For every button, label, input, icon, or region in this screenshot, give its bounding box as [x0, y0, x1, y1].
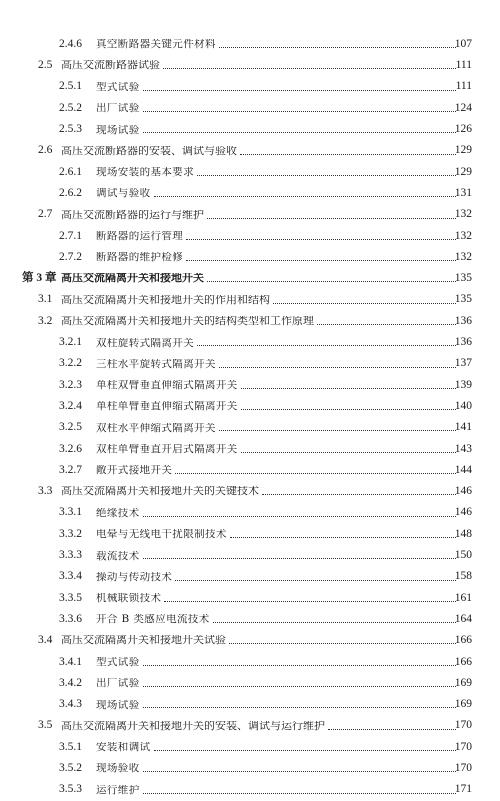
toc-entry-title: 单柱单臂垂直伸缩式隔离开关: [96, 401, 238, 412]
toc-entry-number: 2.6.2: [59, 186, 82, 199]
toc-leader-dots: [241, 452, 456, 453]
toc-entry[interactable]: [0, 119, 500, 140]
toc-leader-dots: [241, 388, 456, 389]
toc-entry-number: 第 3 章: [22, 272, 57, 285]
toc-entry-page: 141: [454, 421, 472, 434]
toc-entry-number: 3.4.1: [59, 655, 82, 668]
toc-entry[interactable]: [0, 588, 500, 609]
toc-entry-title: 高压交流隔离开关和接地开关的安装、调试与运行维护: [61, 720, 325, 732]
toc-entry[interactable]: [0, 311, 500, 332]
toc-entry-title: 机械联锁技术: [96, 593, 162, 604]
toc-entry[interactable]: [0, 162, 500, 183]
toc-entry-title-wrap: [96, 401, 458, 412]
toc-entry-page: 139: [454, 378, 472, 391]
toc-entry[interactable]: [0, 630, 500, 651]
toc-entry-title: 双柱旋转式隔离开关: [96, 337, 195, 349]
toc-entry-page: 146: [454, 506, 472, 519]
toc-entry-title-wrap: [96, 252, 458, 263]
toc-entry-title-wrap: [96, 529, 458, 540]
toc-entry-title-wrap: [96, 763, 458, 774]
toc-entry-number: 3.2.3: [59, 378, 82, 391]
toc-entry-number: 2.7: [38, 208, 53, 221]
toc-leader-dots: [163, 68, 456, 69]
toc-entry-title-wrap: [96, 359, 458, 370]
toc-entry-title-wrap: [61, 210, 458, 221]
toc-entry-page: 111: [455, 59, 472, 72]
toc-leader-dots: [175, 580, 456, 581]
toc-entry-page: 148: [454, 527, 472, 540]
toc-entry-title-wrap: [61, 295, 458, 306]
toc-entry-title: 高压交流隔离开关和接地开关的结构类型和工作原理: [61, 316, 314, 327]
toc-entry-title-wrap: [96, 700, 458, 711]
toc-entry-page: 107: [454, 37, 472, 50]
toc-entry-page: 132: [454, 229, 472, 242]
toc-entry-title: 现场试验: [96, 699, 140, 711]
toc-entry-title-wrap: [61, 146, 458, 157]
toc-leader-dots: [154, 750, 457, 751]
toc-entry-title: 高压交流断路器的安装、调试与验收: [61, 145, 237, 157]
toc-leader-dots: [143, 665, 456, 666]
toc-leader-dots: [186, 239, 456, 240]
toc-entry[interactable]: [0, 226, 500, 247]
toc-entry-page: 132: [454, 208, 472, 221]
toc-entry[interactable]: [0, 758, 500, 779]
toc-entry[interactable]: [0, 779, 500, 800]
toc-entry-page: 126: [454, 123, 472, 136]
toc-entry-number: 3.5.1: [59, 740, 82, 753]
toc-entry-number: 3.3.4: [59, 570, 82, 583]
toc-entry[interactable]: [0, 545, 500, 566]
toc-entry-page: 169: [454, 676, 472, 689]
toc-entry[interactable]: [0, 439, 500, 460]
toc-leader-dots: [164, 601, 456, 602]
toc-leader-dots: [241, 409, 456, 410]
toc-entry-title-wrap: [96, 188, 458, 199]
toc-entry[interactable]: [0, 652, 500, 673]
toc-entry-title-wrap: [96, 742, 458, 753]
toc-entry[interactable]: [0, 524, 500, 545]
toc-entry-number: 3.1: [38, 293, 53, 306]
toc-leader-dots: [317, 324, 456, 325]
toc-leader-dots: [143, 771, 456, 772]
toc-entry-number: 2.7.1: [59, 229, 82, 242]
toc-leader-dots: [273, 303, 456, 304]
toc-entry-title: 开合 B 类感应电流技术: [96, 614, 210, 625]
toc-entry-title-wrap: [61, 635, 458, 646]
toc-entry-page: 166: [454, 655, 472, 668]
toc-leader-dots: [197, 175, 456, 176]
toc-entry[interactable]: [0, 566, 500, 587]
toc-entry-page: 150: [454, 549, 472, 562]
toc-entry-title: 单柱双臂垂直伸缩式隔离开关: [96, 380, 238, 391]
toc-entry-title-wrap: [96, 444, 458, 455]
toc-entry-title: 高压交流隔离开关和接地开关: [61, 273, 204, 285]
toc-entry-title-wrap: [96, 785, 458, 796]
toc-leader-dots: [197, 345, 456, 346]
toc-entry-number: 3.3.5: [59, 591, 82, 604]
toc-entry-number: 3.3.6: [59, 612, 82, 625]
toc-entry-title: 安装和调试: [96, 742, 151, 753]
toc-entry-page: 137: [454, 357, 472, 370]
toc-entry-number: 3.5.3: [59, 783, 82, 796]
toc-leader-dots: [207, 218, 456, 219]
toc-entry-title: 现场验收: [96, 763, 140, 774]
toc-entry-page: 135: [454, 293, 472, 306]
toc-entry-number: 3.2.5: [59, 421, 82, 434]
toc-entry-page: 158: [454, 570, 472, 583]
toc-entry[interactable]: [0, 609, 500, 630]
toc-entry-number: 2.4.6: [59, 37, 82, 50]
toc-entry[interactable]: [0, 140, 500, 161]
toc-entry-page: 171: [454, 783, 472, 796]
toc-entry-title-wrap: [96, 551, 458, 562]
toc-entry[interactable]: [0, 247, 500, 268]
toc-entry-title-wrap: [96, 572, 458, 583]
toc-leader-dots: [207, 281, 456, 282]
toc-entry-title: 断路器的维护检修: [96, 252, 184, 263]
toc-entry-number: 3.3.2: [59, 527, 82, 540]
toc-entry-number: 3.5: [38, 719, 53, 732]
toc-entry-title: 现场安装的基本要求: [96, 167, 195, 178]
toc-entry-page: 129: [454, 144, 472, 157]
toc-entry-title-wrap: [96, 657, 458, 668]
toc-leader-dots: [143, 111, 456, 112]
toc-entry-page: 143: [454, 442, 472, 455]
toc-entry[interactable]: [0, 396, 500, 417]
toc-entry[interactable]: [0, 481, 500, 502]
toc-entry-title: 高压交流断路器的运行与维护: [61, 209, 204, 221]
toc-entry-number: 3.4.3: [59, 698, 82, 711]
toc-entry-number: 3.2.4: [59, 399, 82, 412]
toc-entry[interactable]: [0, 55, 500, 76]
toc-entry-title-wrap: [96, 39, 458, 50]
toc-leader-dots: [328, 729, 456, 730]
toc-entry-page: 170: [454, 740, 472, 753]
toc-entry-page: 164: [454, 612, 472, 625]
toc-entry-title: 电晕与无线电干扰限制技术: [96, 529, 227, 540]
toc-entry[interactable]: [0, 290, 500, 311]
toc-entry-page: 111: [455, 80, 472, 93]
toc-entry-page: 132: [454, 250, 472, 263]
toc-entry-page: 169: [454, 698, 472, 711]
toc-entry[interactable]: [0, 375, 500, 396]
toc-entry-title-wrap: [61, 486, 458, 497]
toc-entry-title: 双柱单臂垂直开启式隔离开关: [96, 444, 238, 455]
toc-entry-title-wrap: [96, 167, 458, 178]
toc-entry-title: 运行维护: [96, 784, 140, 796]
toc-entry-title-wrap: [96, 380, 458, 391]
toc-entry-page: 136: [454, 314, 472, 327]
toc-entry-title: 双柱水平伸缩式隔离开关: [96, 422, 216, 434]
toc-entry-title: 真空断路器关键元件材料: [96, 39, 216, 50]
toc-entry-number: 2.6: [38, 144, 53, 157]
table-of-contents: [0, 34, 500, 801]
toc-leader-dots: [143, 793, 456, 794]
toc-leader-dots: [186, 260, 456, 261]
toc-entry-number: 2.5: [38, 59, 53, 72]
toc-entry-page: 170: [454, 719, 472, 732]
toc-entry-title: 型式试验: [96, 657, 140, 668]
toc-leader-dots: [213, 622, 456, 623]
toc-entry-title-wrap: [96, 593, 458, 604]
toc-entry-title-wrap: [96, 103, 458, 114]
toc-entry[interactable]: [0, 716, 500, 737]
toc-entry-title: 出厂试验: [96, 103, 140, 114]
toc-leader-dots: [143, 132, 456, 133]
toc-entry[interactable]: [0, 268, 500, 289]
toc-entry[interactable]: [0, 460, 500, 481]
toc-entry-page: 140: [454, 399, 472, 412]
toc-entry-title-wrap: [96, 614, 458, 625]
toc-entry-title-wrap: [96, 678, 458, 689]
toc-leader-dots: [262, 494, 456, 495]
toc-entry-number: 3.4: [38, 634, 53, 647]
toc-entry[interactable]: [0, 98, 500, 119]
toc-entry-title: 三柱水平旋转式隔离开关: [96, 358, 216, 370]
toc-entry-title: 现场试验: [96, 124, 140, 136]
toc-entry-number: 3.2: [38, 314, 53, 327]
toc-entry-title: 高压交流隔离开关和接地开关试验: [61, 635, 226, 647]
toc-leader-dots: [219, 47, 456, 48]
toc-entry[interactable]: [0, 34, 500, 55]
toc-entry-page: 124: [454, 101, 472, 114]
toc-entry-title-wrap: [61, 316, 458, 327]
toc-entry-number: 3.2.1: [59, 336, 82, 349]
toc-entry-title-wrap: [96, 125, 458, 136]
toc-entry-number: 3.5.2: [59, 761, 82, 774]
toc-entry-title: 高压交流隔离开关和接地开关的作用和结构: [61, 294, 270, 306]
toc-leader-dots: [143, 558, 456, 559]
toc-entry-page: 161: [454, 591, 472, 604]
toc-entry-page: 129: [454, 165, 472, 178]
toc-entry-title-wrap: [61, 273, 458, 284]
toc-entry[interactable]: [0, 77, 500, 98]
toc-entry-title: 调试与验收: [96, 188, 151, 199]
toc-leader-dots: [229, 643, 456, 644]
toc-entry[interactable]: [0, 353, 500, 374]
toc-leader-dots: [230, 537, 456, 538]
toc-entry[interactable]: [0, 503, 500, 524]
toc-entry-title-wrap: [96, 423, 458, 434]
toc-entry-number: 3.3.1: [59, 506, 82, 519]
toc-entry-title-wrap: [96, 465, 458, 476]
toc-entry-title: 敞开式接地开关: [96, 465, 173, 476]
toc-entry-page: 136: [454, 336, 472, 349]
toc-entry-number: 3.4.2: [59, 676, 82, 689]
toc-entry-title-wrap: [61, 721, 458, 732]
toc-entry-title: 断路器的运行管理: [96, 231, 184, 242]
toc-entry-title-wrap: [96, 82, 458, 93]
toc-entry[interactable]: [0, 673, 500, 694]
toc-entry-title: 操动与传动技术: [96, 571, 173, 583]
toc-entry-page: 146: [454, 485, 472, 498]
toc-entry-number: 2.5.3: [59, 123, 82, 136]
toc-entry-page: 135: [454, 272, 472, 285]
toc-entry[interactable]: [0, 183, 500, 204]
toc-entry-title: 高压交流隔离开关和接地开关的关键技术: [61, 486, 259, 498]
toc-leader-dots: [143, 516, 456, 517]
toc-leader-dots: [143, 686, 456, 687]
toc-entry[interactable]: [0, 737, 500, 758]
toc-entry-title-wrap: [96, 231, 458, 242]
toc-leader-dots: [154, 196, 457, 197]
toc-entry-title: 型式试验: [96, 81, 140, 93]
toc-entry-title: 高压交流断路器试验: [61, 60, 160, 72]
toc-entry-number: 3.2.6: [59, 442, 82, 455]
toc-entry-number: 3.3.3: [59, 549, 82, 562]
toc-entry-number: 2.5.2: [59, 101, 82, 114]
toc-entry-number: 3.3: [38, 485, 53, 498]
toc-leader-dots: [143, 90, 456, 91]
toc-entry-number: 3.2.2: [59, 357, 82, 370]
toc-leader-dots: [219, 430, 456, 431]
toc-entry-number: 3.2.7: [59, 463, 82, 476]
toc-entry-title-wrap: [96, 508, 458, 519]
toc-entry-page: 166: [454, 634, 472, 647]
toc-leader-dots: [143, 707, 456, 708]
toc-entry-page: 170: [454, 761, 472, 774]
toc-leader-dots: [175, 473, 456, 474]
toc-entry-title: 载流技术: [96, 550, 140, 562]
toc-leader-dots: [240, 154, 456, 155]
toc-entry-title: 绝缘技术: [96, 507, 140, 519]
toc-entry-number: 2.5.1: [59, 80, 82, 93]
toc-entry-number: 2.6.1: [59, 165, 82, 178]
toc-entry[interactable]: [0, 417, 500, 438]
toc-entry-title: 出厂试验: [96, 678, 140, 689]
toc-leader-dots: [219, 367, 456, 368]
toc-entry[interactable]: [0, 694, 500, 715]
toc-entry-page: 144: [454, 463, 472, 476]
toc-entry-title-wrap: [61, 60, 458, 71]
toc-entry-page: 131: [454, 186, 472, 199]
toc-entry-number: 2.7.2: [59, 250, 82, 263]
toc-entry[interactable]: [0, 332, 500, 353]
toc-entry-title-wrap: [96, 338, 458, 349]
toc-entry[interactable]: [0, 204, 500, 225]
